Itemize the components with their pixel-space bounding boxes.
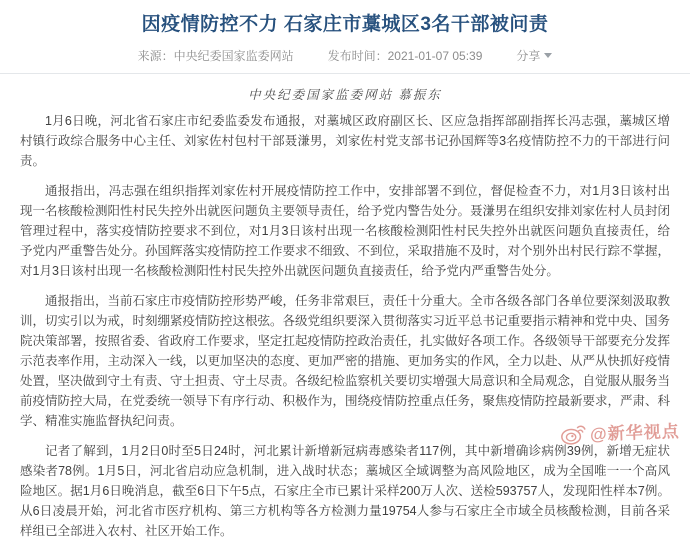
article-body: [0, 103, 690, 541]
chevron-down-icon: [544, 53, 552, 58]
watermark-text: @新华视点: [590, 421, 681, 445]
publish-time-text: 发布时间：2021-01-07 05:39: [327, 49, 483, 63]
source-text: 来源：中央纪委国家监委网站: [137, 49, 294, 63]
share-button[interactable]: [516, 47, 552, 64]
article-meta: [0, 47, 690, 64]
header-divider: [0, 73, 690, 74]
article-header: [0, 0, 690, 103]
paragraph: 通报指出，冯志强在组织指挥刘家佐村开展疫情防控工作中，安排部署不到位，督促检查不力，对1月3日该村出现一名核酸检测阳性村民失控外出就医问题负主要领导责任，给予党内警告处分。聂溓男在组织安排刘家佐村人员封闭管理过程中，落实疫情防控要求不到位，对1月3日该村出现一名核酸检测阳性村民失控外出就医问题负直接责任，给予党内严重警告处分。孙国辉落实疫情防控工作要求不细致、不到位，采取措施不及时，对个别外出村民行踪不掌握，对1月3日该村出现一名核酸检测阳性村民失控外出就医问题负直接责任，给予党内严重警告处分。: [20, 184, 671, 278]
share-label: 分享: [516, 49, 541, 63]
byline: 中央纪委国家监委网站 慕振东: [248, 88, 442, 102]
paragraph: 通报指出，当前石家庄市疫情防控形势严峻，任务非常艰巨，责任十分重大。全市各级各部门各单位要深刻汲取教训，切实引以为戒，时刻绷紧疫情防控这根弦。各级党组织要深入贯彻落实习近平总书记重要指示精神和党中央、国务院决策部署，按照省委、省政府工作要求，坚定扛起疫情防控政治责任，扎实做好各项工作。各级领导干部要充分发挥示范表率作用，主动深入一线，以更加坚决的态度、更加严密的措施、更加务实的作风，全力以赴、从严从快抓好疫情处置，坚决做到守土有责、守土担责、守土尽责。各级纪检监察机关要切实增强大局意识和全局观念，自觉服从服务当前疫情防控大局，在党委统一领导下有序行动、积极作为，围绕疫情防控重点任务，聚焦疫情防控最新要求，严肃、科学、精准实施监督执纪问责。: [20, 294, 671, 428]
paragraph: 记者了解到，1月2日0时至5日24时，河北累计新增新冠病毒感染者117例，其中新增确诊病例39例，新增无症状感染者78例。1月5日，河北省启动应急机制，进入战时状态；藁城区全域调整为高风险地区，成为全国唯一一个高风险地区。据1月6日晚消息，截至6日下午5点，石家庄全市已累计采样200万人次、送检593757人，发现阳性样本7例。从6日凌晨开始，河北省市医疗机构、第三方机构等各方检测力量19754人参与石家庄全市域全员核酸检测，目前各采样组已全部进入农村、社区开始工作。: [20, 444, 670, 538]
article-title: 因疫情防控不力 石家庄市藁城区3名干部被问责: [141, 14, 549, 35]
paragraph: 1月6日晚，河北省石家庄市纪委监委发布通报，对藁城区政府副区长、区应急指挥部副指挥长冯志强，藁城区增村镇行政综合服务中心主任、刘家佐村包村干部聂溓男，刘家佐村党支部书记孙国辉等3名疫情防控不力的干部进行问责。: [20, 114, 670, 168]
